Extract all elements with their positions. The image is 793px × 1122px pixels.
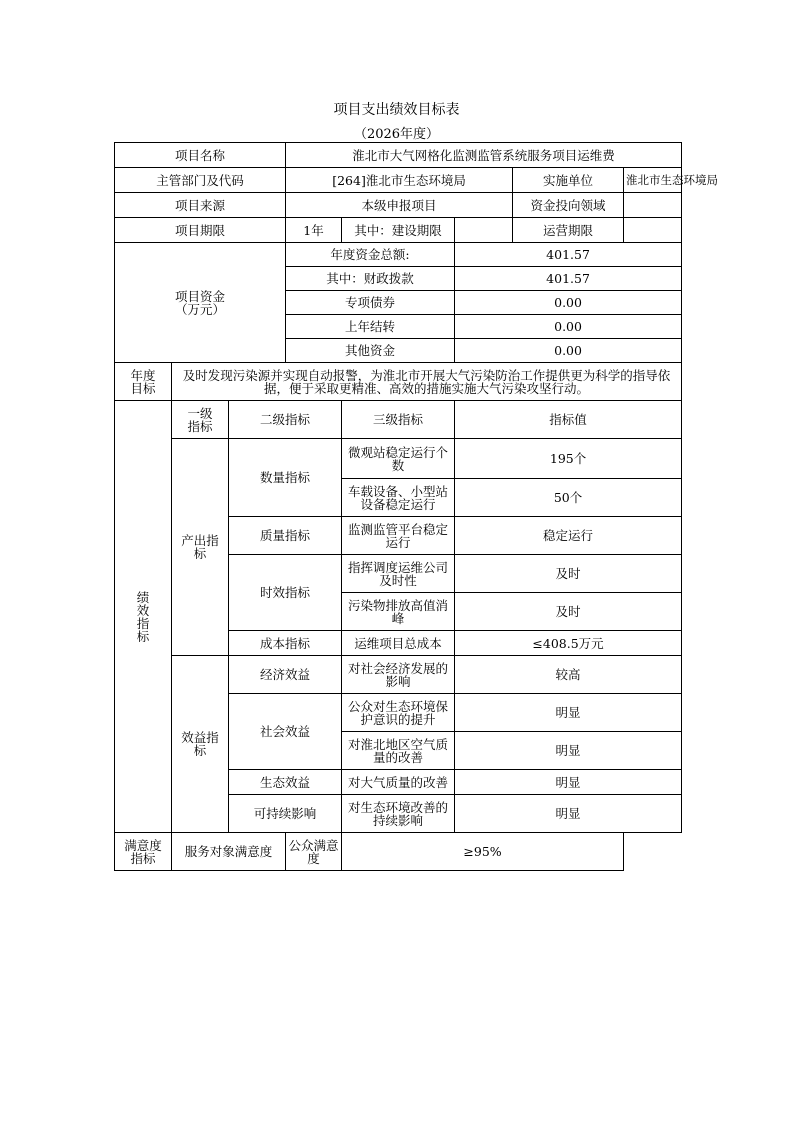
goal-text: 及时发现污染源并实现自动报警，为淮北市开展大气污染防治工作提供更为科学的指导依据，便于采取更精准、高效的措施实施大气污染攻坚行动。 — [172, 363, 682, 401]
fund-fiscal-value: 401.57 — [455, 267, 682, 291]
dept-label: 主管部门及代码 — [115, 168, 286, 193]
direction-value — [624, 193, 682, 218]
sustain-label: 可持续影响 — [229, 795, 342, 833]
header-l1: 一级 指标 — [172, 401, 229, 439]
eco-value: 明显 — [455, 770, 682, 795]
fund-fiscal-label: 其中：财政拨款 — [286, 267, 455, 291]
period-value: 1年 — [286, 218, 342, 243]
project-name-value: 淮北市大气网格化监测监管系统服务项目运维费 — [286, 143, 682, 168]
quantity-name-1: 微观站稳定运行个 数 — [342, 439, 455, 479]
satisfaction-label: 满意度 指标 — [115, 833, 172, 871]
fund-carryover-label: 上年结转 — [286, 315, 455, 339]
benefit-label: 效益指 标 — [172, 656, 229, 833]
dept-value: [264]淮北市生态环境局 — [286, 168, 513, 193]
table-subtitle: （2026年度） — [353, 127, 440, 142]
performance-table — [114, 142, 719, 871]
social-value-1: 明显 — [455, 694, 682, 732]
op-period-value — [624, 218, 682, 243]
quantity-value-2: 50个 — [455, 479, 682, 517]
funds-label: 项目资金 （万元） — [115, 243, 286, 363]
cost-label: 成本指标 — [229, 631, 342, 656]
social-name-2: 对淮北地区空气质 量的改善 — [342, 732, 455, 770]
quality-value: 稳定运行 — [455, 517, 682, 555]
perf-label: 绩 效 指 标 — [115, 401, 172, 833]
timeliness-name-1: 指挥调度运维公司 及时性 — [342, 555, 455, 593]
header-l2: 二级指标 — [229, 401, 342, 439]
eco-label: 生态效益 — [229, 770, 342, 795]
quality-name: 监测监管平台稳定 运行 — [342, 517, 455, 555]
econ-name: 对社会经济发展的 影响 — [342, 656, 455, 694]
build-period-label: 其中：建设期限 — [342, 218, 455, 243]
impl-value: 淮北市生态环境局 — [624, 168, 682, 193]
social-value-2: 明显 — [455, 732, 682, 770]
fund-bond-label: 专项债券 — [286, 291, 455, 315]
quantity-value-1: 195个 — [455, 439, 682, 479]
output-label: 产出指 标 — [172, 439, 229, 656]
cost-value: ≤408.5万元 — [455, 631, 682, 656]
direction-label: 资金投向领域 — [513, 193, 624, 218]
table-title: 项目支出绩效目标表 — [333, 102, 460, 118]
fund-other-label: 其他资金 — [286, 339, 455, 363]
fund-other-value: 0.00 — [455, 339, 682, 363]
social-name-1: 公众对生态环境保 护意识的提升 — [342, 694, 455, 732]
project-name-label: 项目名称 — [115, 143, 286, 168]
quantity-name-2: 车载设备、小型站 设备稳定运行 — [342, 479, 455, 517]
build-period-value — [455, 218, 513, 243]
timeliness-value-2: 及时 — [455, 593, 682, 631]
source-label: 项目来源 — [115, 193, 286, 218]
fund-carryover-value: 0.00 — [455, 315, 682, 339]
eco-name: 对大气质量的改善 — [342, 770, 455, 795]
quantity-label: 数量指标 — [229, 439, 342, 517]
fund-total-label: 年度资金总额: — [286, 243, 455, 267]
satisfaction-name: 公众满意度 — [286, 833, 342, 871]
header-value: 指标值 — [455, 401, 682, 439]
sustain-value: 明显 — [455, 795, 682, 833]
social-label: 社会效益 — [229, 694, 342, 770]
fund-bond-value: 0.00 — [455, 291, 682, 315]
econ-value: 较高 — [455, 656, 682, 694]
source-value: 本级申报项目 — [286, 193, 513, 218]
econ-label: 经济效益 — [229, 656, 342, 694]
timeliness-name-2: 污染物排放高值消 峰 — [342, 593, 455, 631]
period-label: 项目期限 — [115, 218, 286, 243]
impl-label: 实施单位 — [513, 168, 624, 193]
timeliness-label: 时效指标 — [229, 555, 342, 631]
fund-total-value: 401.57 — [455, 243, 682, 267]
op-period-label: 运营期限 — [513, 218, 624, 243]
satisfaction-value: ≥95% — [342, 833, 624, 871]
satisfaction-l2: 服务对象满意度 — [172, 833, 286, 871]
cost-name: 运维项目总成本 — [342, 631, 455, 656]
header-l3: 三级指标 — [342, 401, 455, 439]
sustain-name: 对生态环境改善的 持续影响 — [342, 795, 455, 833]
quality-label: 质量指标 — [229, 517, 342, 555]
goal-label: 年度 目标 — [115, 363, 172, 401]
timeliness-value-1: 及时 — [455, 555, 682, 593]
